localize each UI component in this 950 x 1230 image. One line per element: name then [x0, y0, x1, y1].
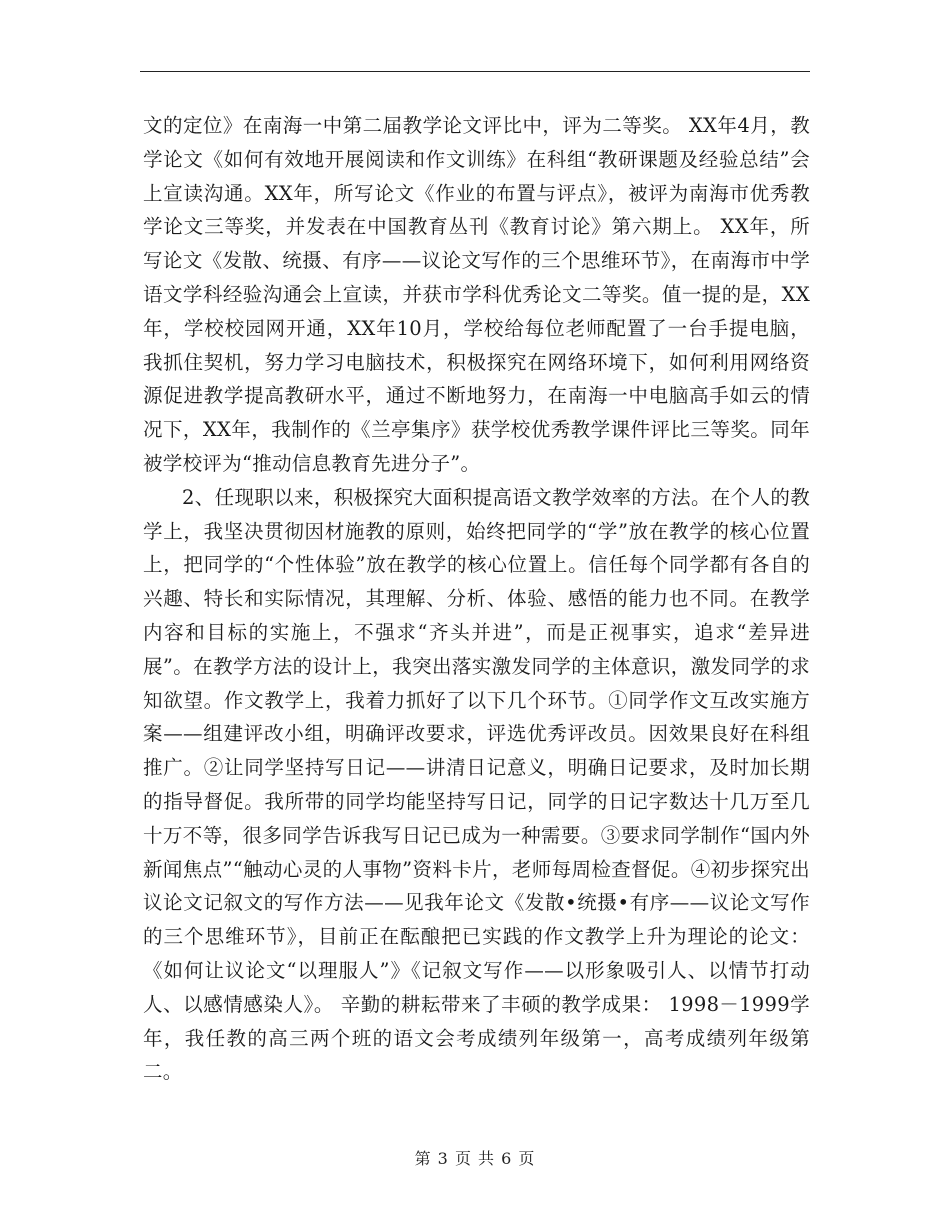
body-text — [143, 109, 810, 1089]
page-number-footer: 第 3 页 共 6 页 — [414, 1149, 536, 1168]
paragraph-2: 2、任现职以来，积极探究大面积提高语文教学效率的方法。在个人的教学上，我坚决贯彻因材施教的原则，始终把同学的“学”放在教学的核心位置上，把同学的“个性体验”放在教学的核心位置上。信任每个同学都有各自的兴趣、特长和实际情况，其理解、分析、体验、感悟的能力也不同。在教学内容和目标的实施上，不强求“齐头并进”，而是正视事实，追求“差异进展”。在教学方法的设计上，我突出落实激发同学的主体意识，激发同学的求知欲望。作文教学上，我着力抓好了以下几个环节。①同学作文互改实施方案——组建评改小组，明确评改要求，评选优秀评改员。因效果良好在科组推广。②让同学坚持写日记——讲清日记意义，明确日记要求，及时加长期的指导督促。我所带的同学均能坚持写日记，同学的日记字数达十几万至几十万不等，很多同学告诉我写日记已成为一种需要。③要求同学制作“国内外新闻焦点”“触动心灵的人事物”资料卡片，老师每周检查督促。④初步探究出议论文记叙文的写作方法——见我年论文《发散•统摄•有序——议论文写作的三个思维环节》，目前正在酝酿把已实践的作文教学上升为理论的论文：《如何让议论文“以理服人”》《记叙文写作——以形象吸引人、以情节打动人、以感情感染人》。 辛勤的耕耘带来了丰硕的教学成果： 1998－1999学年，我任教的高三两个班的语文会考成绩列年级第一，高考成绩列年级第二。 — [143, 485, 810, 1084]
header-divider — [140, 71, 810, 72]
paragraph-1: 文的定位》在南海一中第二届教学论文评比中，评为二等奖。 XX年4月，教学论文《如何有效地开展阅读和作文训练》在科组“教研课题及经验总结”会上宣读沟通。XX年，所写论文《作业的布置与评点》，被评为南海市优秀教学论文三等奖，并发表在中国教育丛刊《教育讨论》第六期上。 XX年，所写论文《发散、统摄、有序——议论文写作的三个思维环节》，在南海市中学语文学科经验沟通会上宣读，并获市学科优秀论文二等奖。值一提的是，XX年，学校校园网开通，XX年10月，学校给每位老师配置了一台手提电脑，我抓住契机，努力学习电脑技术，积极探究在网络环境下，如何利用网络资源促进教学提高教研水平，通过不断地努力，在南海一中电脑高手如云的情况下，XX年，我制作的《兰亭集序》获学校优秀教学课件评比三等奖。同年被学校评为“推动信息教育先进分子”。 — [143, 114, 810, 475]
